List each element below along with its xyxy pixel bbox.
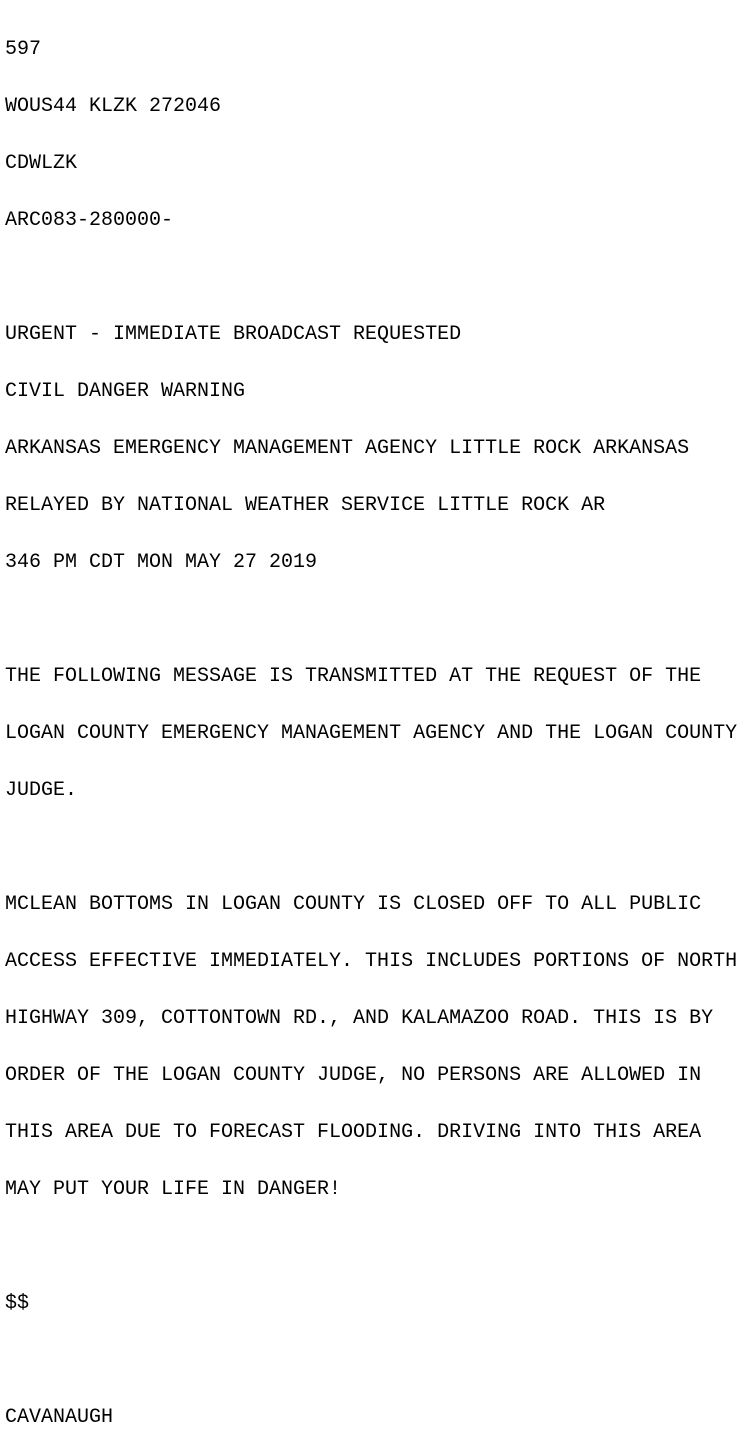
end-marker: $$ (5, 1292, 30, 1315)
urgency-line: URGENT - IMMEDIATE BROADCAST REQUESTED (5, 323, 462, 346)
message-line: ACCESS EFFECTIVE IMMEDIATELY. THIS INCLUDES PORTIONS OF NORTH (5, 950, 738, 973)
relay-line: RELAYED BY NATIONAL WEATHER SERVICE LITTLE ROCK AR (5, 494, 606, 517)
message-line: MCLEAN BOTTOMS IN LOGAN COUNTY IS CLOSED OFF TO ALL PUBLIC (5, 893, 702, 916)
product-type: CIVIL DANGER WARNING (5, 380, 246, 403)
message-line: MAY PUT YOUR LIFE IN DANGER! (5, 1178, 342, 1201)
intro-line: LOGAN COUNTY EMERGENCY MANAGEMENT AGENCY AND THE LOGAN COUNTY (5, 722, 738, 745)
blank-line (5, 268, 737, 287)
issuer-line: ARKANSAS EMERGENCY MANAGEMENT AGENCY LITTLE ROCK ARKANSAS (5, 437, 690, 460)
blank-line (5, 610, 737, 629)
sequence-number: 597 (5, 38, 42, 61)
message-line: ORDER OF THE LOGAN COUNTY JUDGE, NO PERSONS ARE ALLOWED IN (5, 1064, 702, 1087)
intro-line: JUDGE. (5, 779, 78, 802)
blank-line (5, 1237, 737, 1256)
issued-time: 346 PM CDT MON MAY 27 2019 (5, 551, 318, 574)
awips-id: CDWLZK (5, 152, 78, 175)
signature: CAVANAUGH (5, 1406, 114, 1429)
message-line: HIGHWAY 309, COTTONTOWN RD., AND KALAMAZOO ROAD. THIS IS BY (5, 1007, 714, 1030)
message-line: THIS AREA DUE TO FORECAST FLOODING. DRIVING INTO THIS AREA (5, 1121, 702, 1144)
blank-line (5, 1351, 737, 1370)
blank-line (5, 838, 737, 857)
intro-line: THE FOLLOWING MESSAGE IS TRANSMITTED AT THE REQUEST OF THE (5, 665, 702, 688)
wmo-header: WOUS44 KLZK 272046 (5, 95, 222, 118)
ugc-code: ARC083-280000- (5, 209, 174, 232)
bulletin-text (5, 2, 737, 1446)
